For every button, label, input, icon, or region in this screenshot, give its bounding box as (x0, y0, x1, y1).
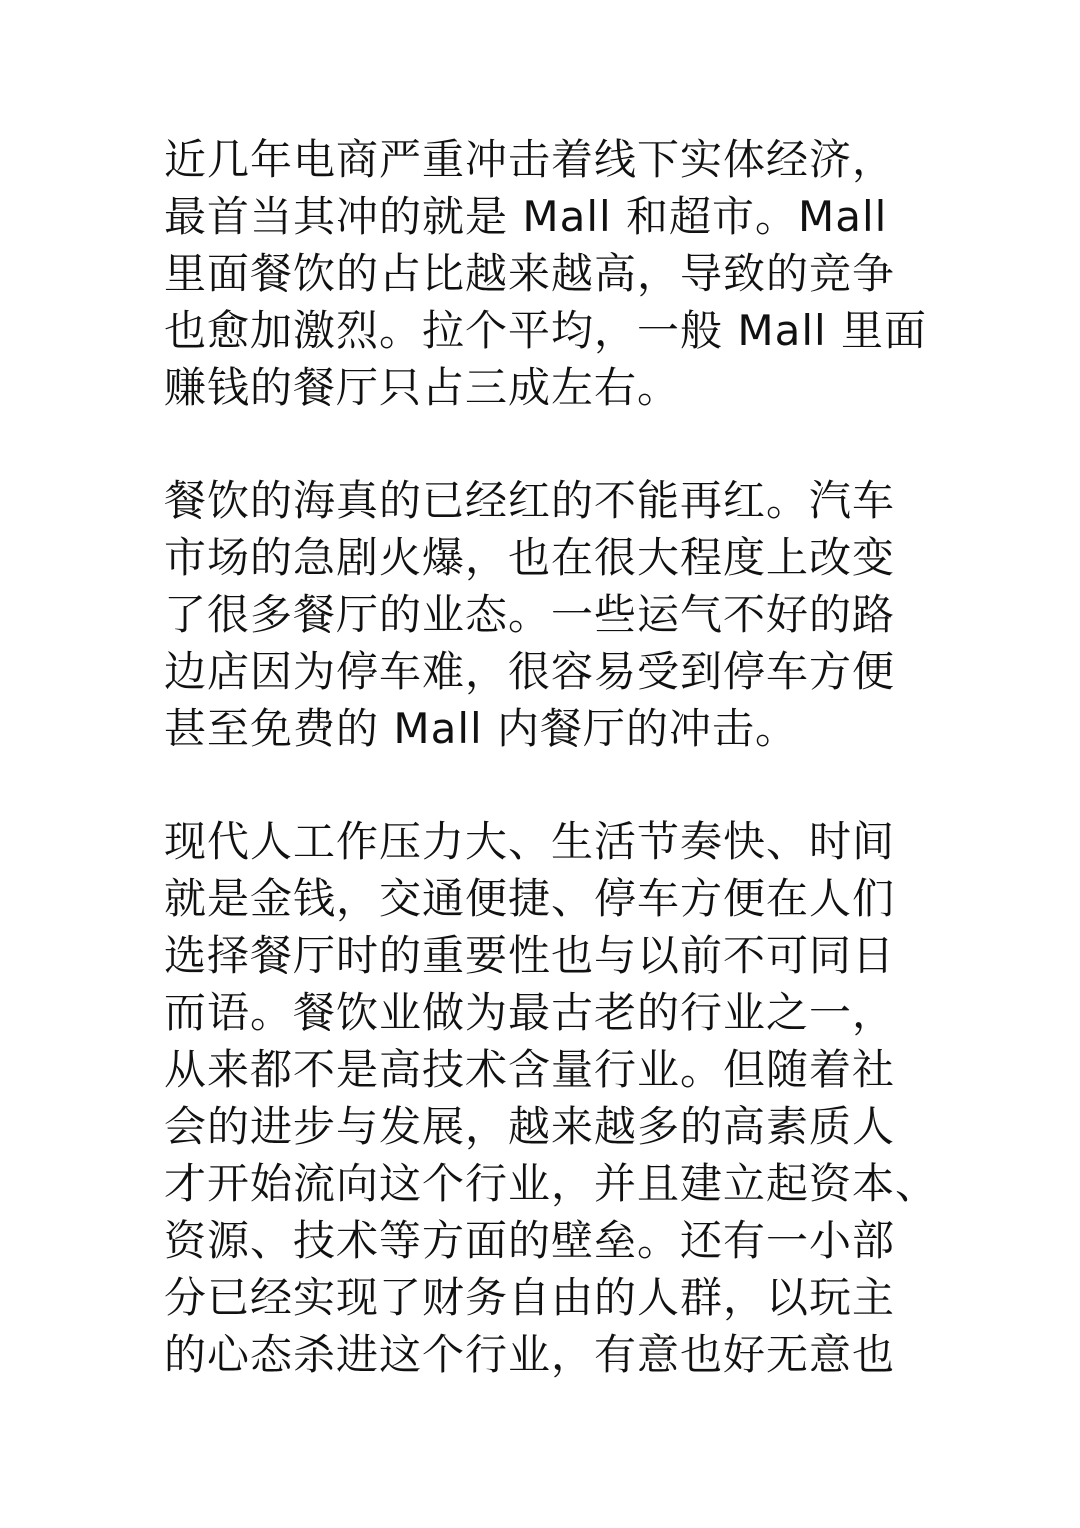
article-body (164, 131, 939, 1439)
text-line: 而语。餐饮业做为最古老的行业之一， (164, 988, 896, 1037)
text-line: 也愈加激烈。拉个平均，一般 Mall 里面 (164, 306, 928, 355)
text-line: 近几年电商严重冲击着线下实体经济， (164, 135, 896, 184)
text-line: 现代人工作压力大、生活节奏快、时间 (164, 817, 896, 866)
text-line: 赚钱的餐厅只占三成左右。 (164, 363, 681, 412)
paragraph-2 (164, 472, 924, 757)
text-line: 市场的急剧火爆，也在很大程度上改变 (164, 533, 896, 582)
text-line: 里面餐饮的占比越来越高，导致的竞争 (164, 249, 896, 298)
paragraph-1 (164, 131, 928, 416)
text-line: 才开始流向这个行业，并且建立起资本、 (164, 1159, 939, 1208)
paragraph-3 (164, 813, 939, 1383)
text-line: 最首当其冲的就是 Mall 和超市。Mall (164, 192, 888, 241)
text-line: 边店因为停车难，很容易受到停车方便 (164, 647, 896, 696)
text-line: 就是金钱，交通便捷、停车方便在人们 (164, 874, 896, 923)
text-line: 餐饮的海真的已经红的不能再红。汽车 (164, 476, 896, 525)
text-line: 的心态杀进这个行业，有意也好无意也 (164, 1330, 896, 1379)
text-line: 从来都不是高技术含量行业。但随着社 (164, 1045, 896, 1094)
text-line: 分已经实现了财务自由的人群，以玩主 (164, 1273, 896, 1322)
text-line: 会的进步与发展，越来越多的高素质人 (164, 1102, 896, 1151)
text-line: 选择餐厅时的重要性也与以前不可同日 (164, 931, 896, 980)
text-line: 了很多餐厅的业态。一些运气不好的路 (164, 590, 896, 639)
text-line: 资源、技术等方面的壁垒。还有一小部 (164, 1216, 896, 1265)
text-line: 甚至免费的 Mall 内餐厅的冲击。 (164, 704, 799, 753)
